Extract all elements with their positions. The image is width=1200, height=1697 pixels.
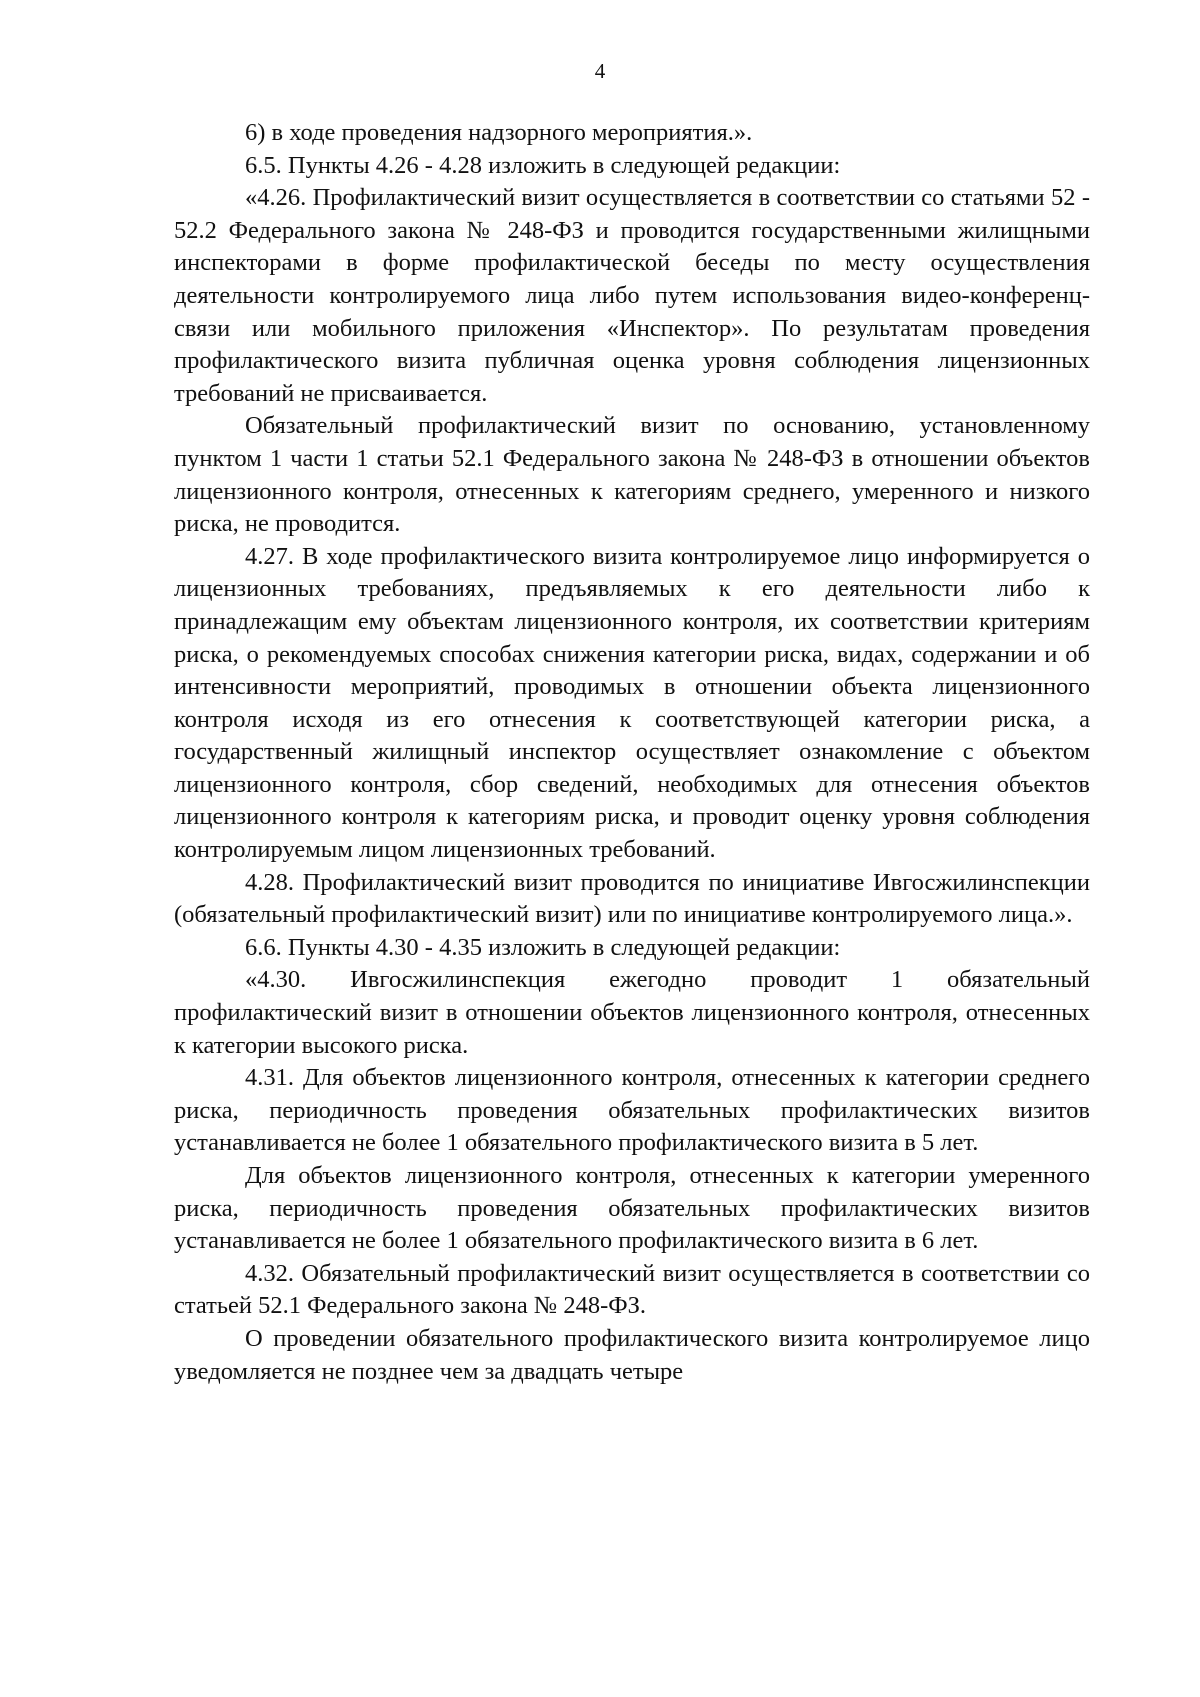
paragraph-mandatory-visit-exemption: Обязательный профилактический визит по основанию, установленному пунктом 1 части 1 статьи 52.1 Федерального закона № 248-ФЗ в отношении объектов лицензионного контроля, отнесенных к категориям среднего, умеренного и низкого риска, не проводится.	[174, 412, 1090, 538]
page-number: 4	[594, 59, 606, 83]
paragraph-4-31: 4.31. Для объектов лицензионного контроля, отнесенных к категории среднего риска, периодичность проведения обязательных профилактических визитов устанавливается не более 1 обязательного профилактического визита в 5 лет.	[174, 1064, 1090, 1157]
paragraph-4-27: 4.27. В ходе профилактического визита контролируемое лицо информируется о лицензионных требованиях, предъявляемых к его деятельности либо к принадлежащим ему объектам лицензионного контроля, их соответствии критериям риска, о рекомендуемых способах снижения категории риска, видах, содержании и об интенсивности мероприятий, проводимых в отношении объекта лицензионного контроля исходя из его отнесения к соответствующей категории риска, а государственный жилищный инспектор осуществляет ознакомление с объектом лицензионного контроля, сбор сведений, необходимых для отнесения объектов лицензионного контроля к категориям риска, и проводит оценку уровня соблюдения контролируемым лицом лицензионных требований.	[174, 542, 1090, 864]
paragraph-moderate-risk: Для объектов лицензионного контроля, отнесенных к категории умеренного риска, периодичность проведения обязательных профилактических визитов устанавливается не более 1 обязательного профилактического визита в 6 лет.	[174, 1162, 1090, 1255]
paragraph-6-5: 6.5. Пункты 4.26 - 4.28 изложить в следующей редакции:	[245, 151, 841, 179]
paragraph-4-32: 4.32. Обязательный профилактический визит осуществляется в соответствии со статьей 52.1 Федерального закона № 248-ФЗ.	[174, 1259, 1090, 1320]
paragraph-4-30: «4.30. Ивгосжилинспекция ежегодно проводит 1 обязательный профилактический визит в отношении объектов лицензионного контроля, отнесенных к категории высокого риска.	[174, 966, 1090, 1059]
paragraph-item-6-end: 6) в ходе проведения надзорного мероприятия.».	[245, 119, 753, 146]
paragraph-4-28: 4.28. Профилактический визит проводится по инициативе Ивгосжилинспекции (обязательный профилактический визит) или по инициативе контролируемого лица.».	[174, 868, 1090, 929]
paragraph-6-6: 6.6. Пункты 4.30 - 4.35 изложить в следующей редакции:	[245, 933, 841, 961]
paragraph-notification: О проведении обязательного профилактического визита контролируемое лицо уведомляется не позднее чем за двадцать четыре	[174, 1324, 1090, 1385]
document-body	[174, 117, 1090, 1388]
paragraph-4-26: «4.26. Профилактический визит осуществляется в соответствии со статьями 52 - 52.2 Федерального закона № 248-ФЗ и проводится государственными жилищными инспекторами в форме профилактической беседы по месту осуществления деятельности контролируемого лица либо путем использования видео-конференц-связи или мобильного приложения «Инспектор». По результатам проведения профилактического визита публичная оценка уровня соблюдения лицензионных требований не присваивается.	[174, 184, 1090, 407]
